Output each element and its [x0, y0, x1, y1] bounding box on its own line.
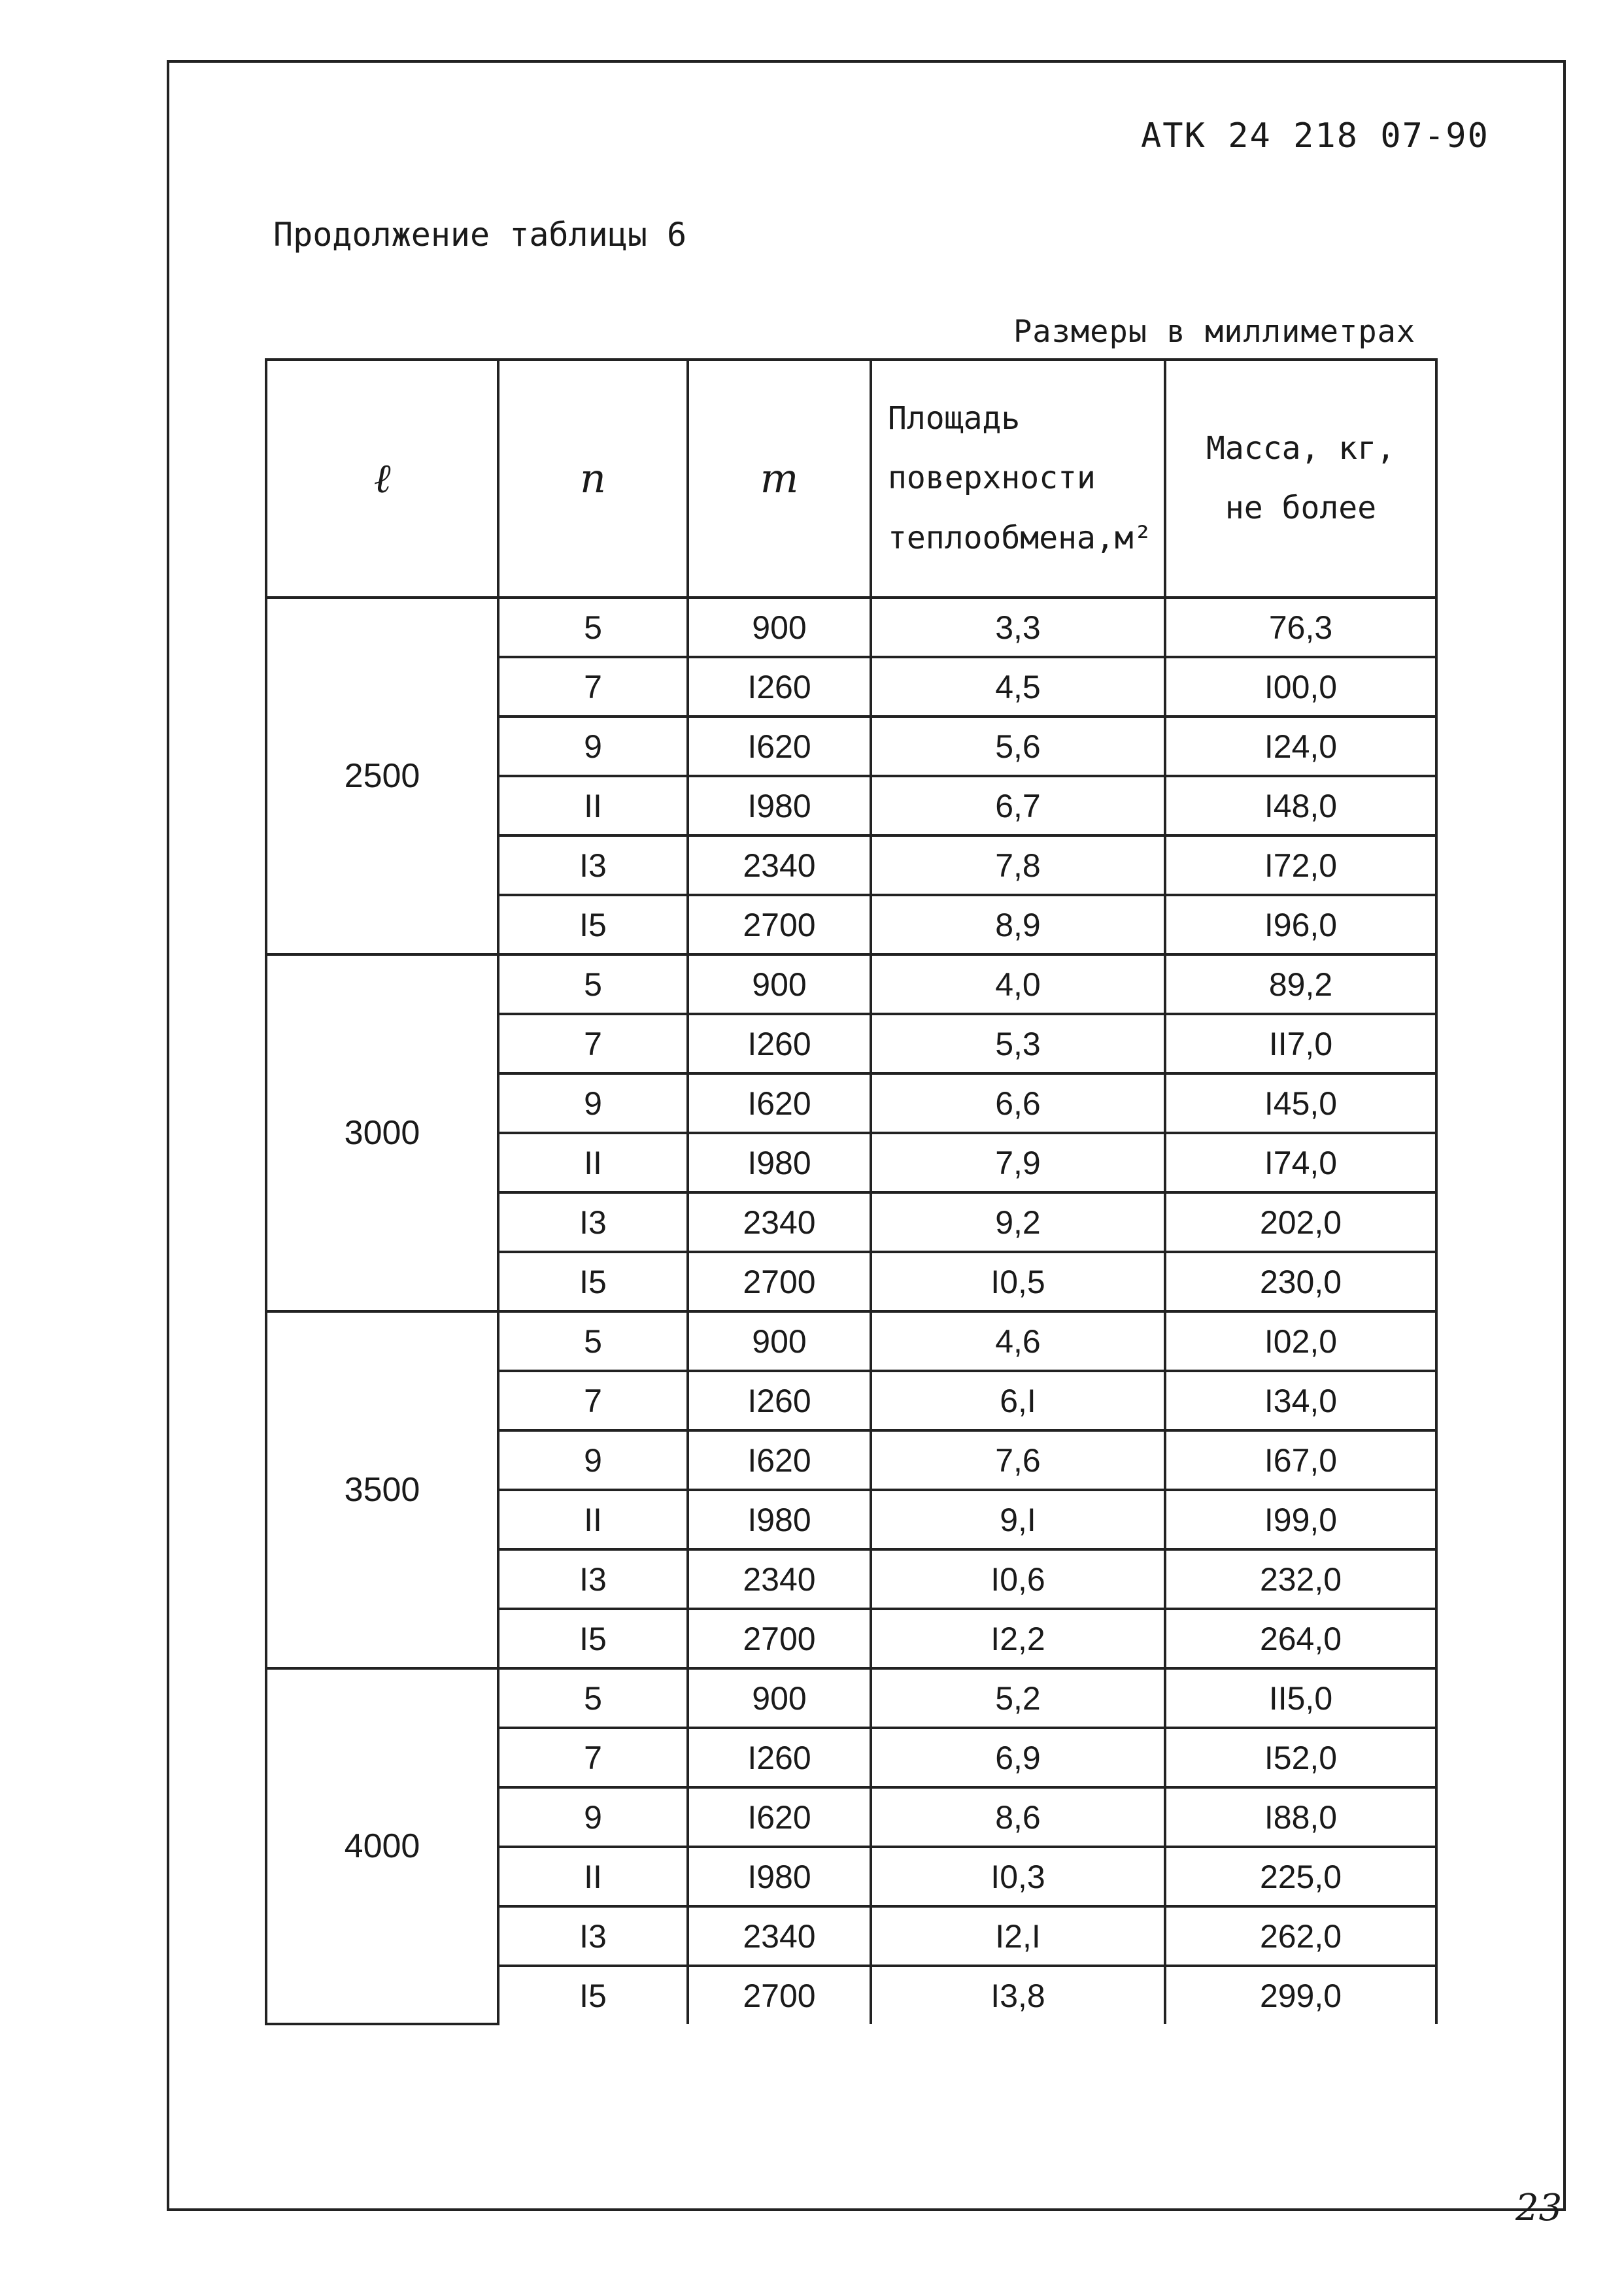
- cell-m: I260: [688, 1014, 871, 1073]
- cell-area: 8,6: [871, 1787, 1165, 1847]
- cell-l: 2500: [266, 598, 498, 954]
- cell-n: 5: [498, 954, 688, 1014]
- cell-area: 7,6: [871, 1430, 1165, 1490]
- cell-m: I620: [688, 1073, 871, 1133]
- cell-m: 2700: [688, 895, 871, 954]
- cell-area: 3,3: [871, 598, 1165, 657]
- cell-area: I0,3: [871, 1847, 1165, 1906]
- table-header-row: [266, 360, 1436, 598]
- cell-n: 5: [498, 1311, 688, 1371]
- cell-m: I980: [688, 1490, 871, 1549]
- cell-n: II: [498, 1847, 688, 1906]
- cell-m: 900: [688, 598, 871, 657]
- cell-l: 3000: [266, 954, 498, 1311]
- cell-m: I260: [688, 657, 871, 717]
- cell-area: 5,6: [871, 717, 1165, 776]
- header-mass: [1165, 360, 1436, 598]
- page-number: 23: [1515, 2187, 1563, 2229]
- cell-mass: 299,0: [1165, 1966, 1436, 2024]
- cell-area: 5,3: [871, 1014, 1165, 1073]
- cell-m: 900: [688, 1311, 871, 1371]
- cell-mass: I88,0: [1165, 1787, 1436, 1847]
- cell-mass: 230,0: [1165, 1252, 1436, 1311]
- table-row: [266, 954, 1436, 1014]
- cell-m: 2700: [688, 1252, 871, 1311]
- cell-n: 9: [498, 1073, 688, 1133]
- header-area-line-3: теплообмена,м²: [888, 519, 1153, 556]
- cell-mass: I00,0: [1165, 657, 1436, 717]
- cell-area: I2,I: [871, 1906, 1165, 1966]
- cell-m: 2340: [688, 1549, 871, 1609]
- cell-mass: I52,0: [1165, 1728, 1436, 1787]
- cell-m: 2340: [688, 835, 871, 895]
- header-n: n: [498, 360, 688, 598]
- cell-n: II: [498, 776, 688, 835]
- cell-area: 6,7: [871, 776, 1165, 835]
- document-code: АТК 24 218 07-90: [1141, 116, 1489, 156]
- cell-n: I5: [498, 1966, 688, 2024]
- cell-area: I0,5: [871, 1252, 1165, 1311]
- table-body: [266, 598, 1436, 2024]
- cell-n: I3: [498, 1549, 688, 1609]
- table-row: [266, 1311, 1436, 1371]
- cell-mass: 232,0: [1165, 1549, 1436, 1609]
- header-area: [871, 360, 1165, 598]
- cell-n: II: [498, 1490, 688, 1549]
- cell-area: I2,2: [871, 1609, 1165, 1668]
- cell-mass: I34,0: [1165, 1371, 1436, 1430]
- cell-area: 4,5: [871, 657, 1165, 717]
- cell-mass: 76,3: [1165, 598, 1436, 657]
- cell-l: 3500: [266, 1311, 498, 1668]
- table-row: [266, 598, 1436, 657]
- cell-area: 4,0: [871, 954, 1165, 1014]
- cell-m: 2700: [688, 1609, 871, 1668]
- cell-mass: II7,0: [1165, 1014, 1436, 1073]
- cell-mass: I72,0: [1165, 835, 1436, 895]
- cell-n: 7: [498, 1728, 688, 1787]
- cell-m: 2340: [688, 1192, 871, 1252]
- header-area-line-1: Площадь: [888, 400, 1021, 437]
- cell-n: II: [498, 1133, 688, 1192]
- cell-m: 900: [688, 954, 871, 1014]
- cell-mass: 89,2: [1165, 954, 1436, 1014]
- cell-mass: II5,0: [1165, 1668, 1436, 1728]
- cell-n: 7: [498, 1014, 688, 1073]
- cell-n: 7: [498, 1371, 688, 1430]
- cell-mass: I02,0: [1165, 1311, 1436, 1371]
- header-area-line-2: поверхности: [888, 460, 1096, 497]
- cell-n: I5: [498, 1609, 688, 1668]
- cell-n: 5: [498, 1668, 688, 1728]
- cell-area: 6,6: [871, 1073, 1165, 1133]
- cell-mass: I67,0: [1165, 1430, 1436, 1490]
- header-mass-line-2: не более: [1225, 490, 1377, 526]
- units-note: Размеры в миллиметрах: [1013, 314, 1416, 350]
- cell-m: 2340: [688, 1906, 871, 1966]
- cell-m: I980: [688, 1847, 871, 1906]
- cell-area: 9,I: [871, 1490, 1165, 1549]
- cell-m: I620: [688, 1430, 871, 1490]
- cell-area: 8,9: [871, 895, 1165, 954]
- cell-n: I5: [498, 895, 688, 954]
- cell-mass: 262,0: [1165, 1906, 1436, 1966]
- cell-n: 7: [498, 657, 688, 717]
- cell-area: 6,I: [871, 1371, 1165, 1430]
- cell-m: I980: [688, 1133, 871, 1192]
- cell-n: I3: [498, 1192, 688, 1252]
- cell-area: I3,8: [871, 1966, 1165, 2024]
- cell-n: 9: [498, 1430, 688, 1490]
- cell-m: 900: [688, 1668, 871, 1728]
- cell-m: I260: [688, 1371, 871, 1430]
- cell-area: 9,2: [871, 1192, 1165, 1252]
- cell-l: 4000: [266, 1668, 498, 2024]
- header-mass-line-1: Масса, кг,: [1206, 430, 1395, 467]
- cell-mass: I99,0: [1165, 1490, 1436, 1549]
- cell-n: 9: [498, 717, 688, 776]
- cell-mass: I96,0: [1165, 895, 1436, 954]
- cell-area: 7,9: [871, 1133, 1165, 1192]
- cell-mass: I45,0: [1165, 1073, 1436, 1133]
- cell-area: 6,9: [871, 1728, 1165, 1787]
- cell-mass: 264,0: [1165, 1609, 1436, 1668]
- cell-n: 9: [498, 1787, 688, 1847]
- dimensions-table: [265, 358, 1438, 2025]
- cell-mass: 225,0: [1165, 1847, 1436, 1906]
- cell-area: 4,6: [871, 1311, 1165, 1371]
- cell-mass: I48,0: [1165, 776, 1436, 835]
- cell-area: 5,2: [871, 1668, 1165, 1728]
- cell-mass: I24,0: [1165, 717, 1436, 776]
- header-l: ℓ: [266, 360, 498, 598]
- table-row: [266, 1668, 1436, 1728]
- cell-m: I620: [688, 1787, 871, 1847]
- table-caption: Продолжение таблицы 6: [273, 216, 687, 254]
- cell-n: I3: [498, 835, 688, 895]
- cell-m: I620: [688, 717, 871, 776]
- cell-n: I3: [498, 1906, 688, 1966]
- header-m: m: [688, 360, 871, 598]
- cell-n: I5: [498, 1252, 688, 1311]
- cell-m: 2700: [688, 1966, 871, 2024]
- cell-area: I0,6: [871, 1549, 1165, 1609]
- cell-m: I980: [688, 776, 871, 835]
- cell-n: 5: [498, 598, 688, 657]
- cell-mass: I74,0: [1165, 1133, 1436, 1192]
- cell-m: I260: [688, 1728, 871, 1787]
- cell-area: 7,8: [871, 835, 1165, 895]
- cell-mass: 202,0: [1165, 1192, 1436, 1252]
